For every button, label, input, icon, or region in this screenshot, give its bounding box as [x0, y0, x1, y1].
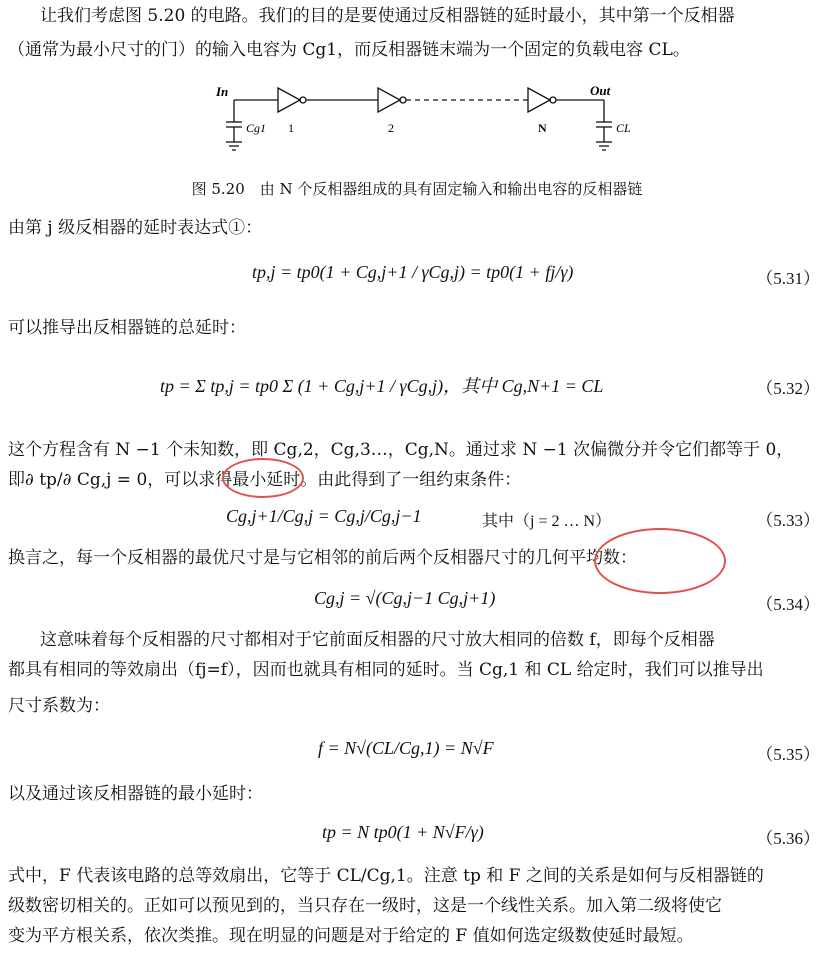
- inverter-1: [278, 88, 300, 112]
- stage-label-1: 1: [288, 121, 294, 135]
- para7: 以及通过该反相器链的最小延时：: [8, 784, 263, 804]
- para1-line1: 让我们考虑图 5.20 的电路。我们的目的是要使通过反相器链的延时最小，其中第一个反相器: [40, 6, 735, 26]
- para1-line2: （通常为最小尺寸的门）的输入电容为 Cg1，而反相器链末端为一个固定的负载电容 CL。: [8, 40, 690, 60]
- inverter-n: [528, 88, 550, 112]
- para4-line2: 即∂ tp/∂ Cg,j = 0，可以求得最小延时。由此得到了一组约束条件：: [8, 470, 522, 490]
- para8-line2: 级数密切相关的。正如可以预见到的，当只存在一级时，这是一个线性关系。加入第二级将使它: [8, 896, 722, 916]
- eq-5-32-number: （5.32）: [756, 379, 820, 398]
- in-label: In: [216, 84, 229, 99]
- stage-label-n: N: [538, 121, 547, 135]
- figure-caption: 图 5.20 由 N 个反相器组成的具有固定输入和输出电容的反相器链: [191, 180, 643, 198]
- eq-5-33: Cg,j+1/Cg,j = Cg,j/Cg,j−1: [226, 506, 422, 526]
- eq-5-36-number: （5.36）: [756, 829, 820, 848]
- inverter-2: [378, 88, 400, 112]
- para6-line1: 这意味着每个反相器的尺寸都相对于它前面反相器的尺寸放大相同的倍数 f，即每个反相器: [40, 630, 715, 650]
- para6-line3: 尺寸系数为：: [8, 696, 110, 716]
- stage-label-2: 2: [388, 121, 394, 135]
- cl-label: CL: [616, 121, 631, 135]
- para6-line2: 都具有相同的等效扇出（fj=f），因而也就具有相同的延时。当 Cg,1 和 CL 给定时，我们可以推导出: [8, 660, 764, 680]
- para8-line3: 变为平方根关系，依次类推。现在明显的问题是对于给定的 F 值如何选定级数使延时最短。: [8, 926, 694, 946]
- eq-5-31: tp,j = tp0(1 + Cg,j+1 / γCg,j) = tp0(1 + fj/γ): [252, 262, 574, 282]
- eq-5-34: Cg,j = √(Cg,j−1 Cg,j+1): [314, 588, 496, 608]
- eq-5-35: f = N√(CL/Cg,1) = N√F: [318, 738, 494, 758]
- eq-5-35-number: （5.35）: [756, 745, 820, 764]
- out-label: Out: [590, 83, 611, 98]
- cg1-label: Cg1: [246, 121, 267, 135]
- eq-5-32: tp = Σ tp,j = tp0 Σ (1 + Cg,j+1 / γCg,j)，其中 Cg,N+1 = CL: [160, 376, 604, 396]
- eq-5-33-condition: 其中（j = 2 … N）: [482, 513, 612, 530]
- para2: 由第 j 级反相器的延时表达式①：: [8, 218, 263, 238]
- eq-5-31-number: （5.31）: [756, 269, 820, 288]
- para8-line1: 式中，F 代表该电路的总等效扇出，它等于 CL/Cg,1。注意 tp 和 F 之间的关系是如何与反相器链的: [8, 866, 764, 886]
- eq-5-36: tp = N tp0(1 + N√F/γ): [322, 822, 484, 842]
- para3: 可以推导出反相器链的总延时：: [8, 318, 246, 338]
- para5: 换言之，每一个反相器的最优尺寸是与它相邻的前后两个反相器尺寸的几何平均数：: [8, 548, 637, 568]
- para4-line1: 这个方程含有 N −1 个未知数，即 Cg,2，Cg,3…，Cg,N。通过求 N −1 次偏微分并令它们都等于 0，: [8, 440, 794, 460]
- inverter-chain-figure: [200, 82, 640, 164]
- eq-5-33-number: （5.33）: [756, 511, 820, 530]
- eq-5-34-number: （5.34）: [756, 595, 820, 614]
